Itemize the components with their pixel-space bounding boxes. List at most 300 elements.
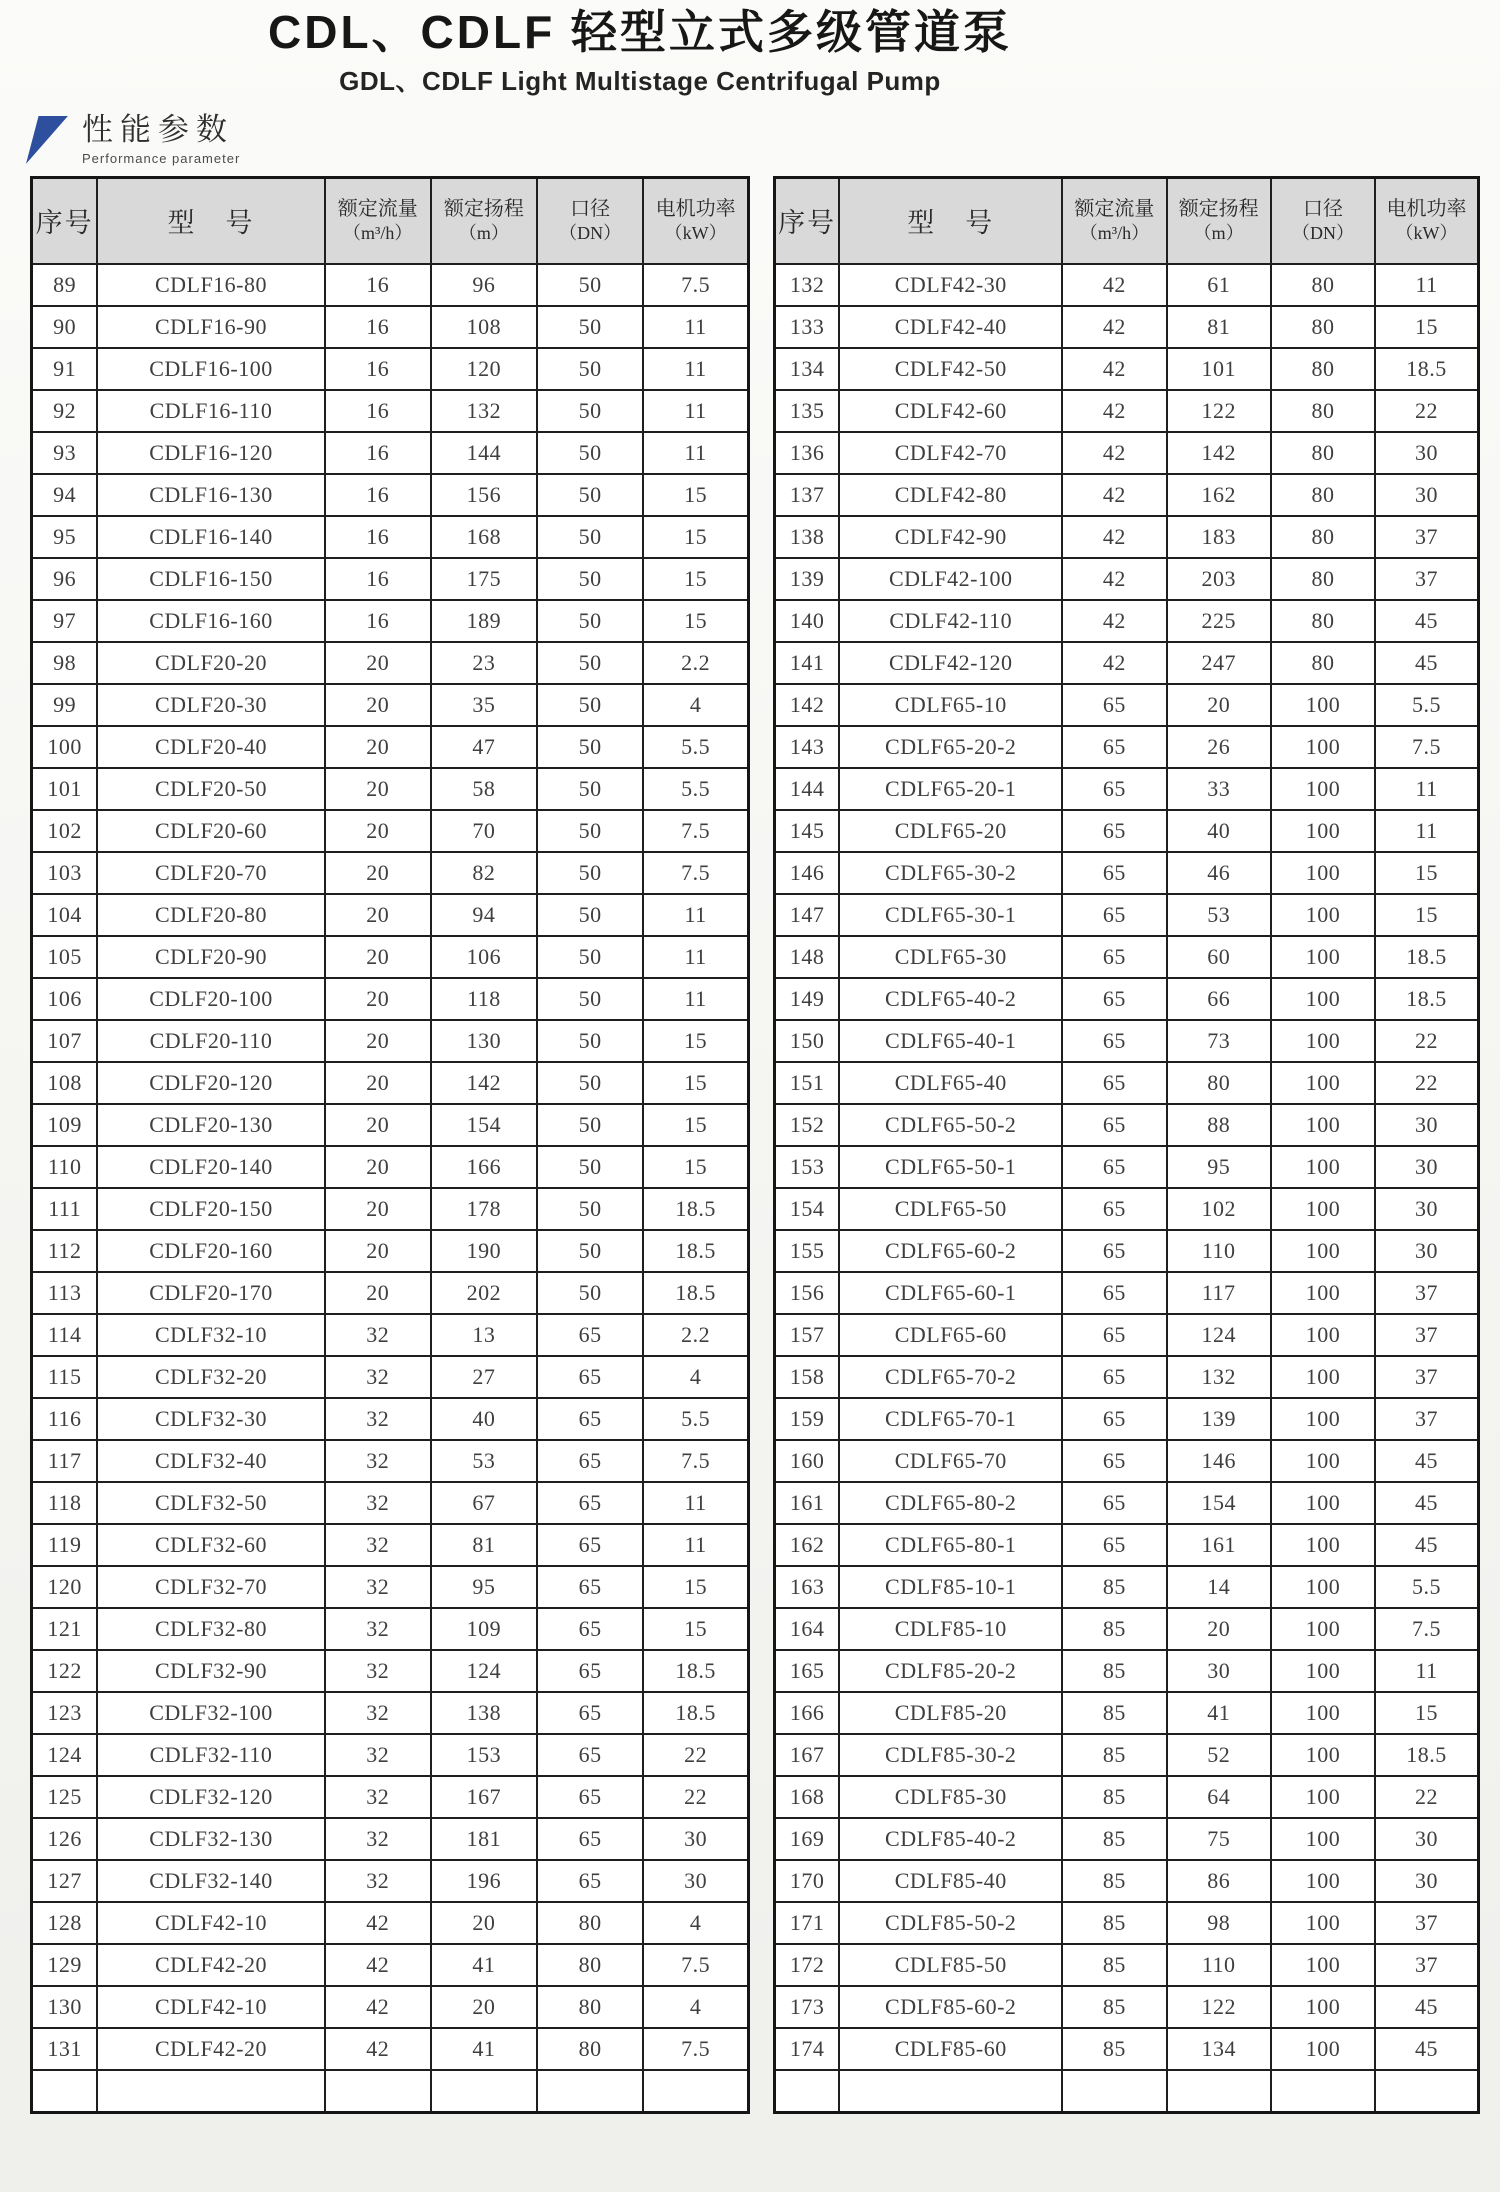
table-cell: CDLF65-60	[839, 1314, 1062, 1356]
table-row	[775, 1902, 1479, 1944]
table-cell: CDLF85-60-2	[839, 1986, 1062, 2028]
table-cell: CDLF32-20	[97, 1356, 324, 1398]
table-row	[32, 390, 749, 432]
table-row	[32, 852, 749, 894]
table-cell: 11	[1375, 810, 1478, 852]
table-cell: 11	[1375, 1650, 1478, 1692]
table-cell: 32	[325, 1776, 431, 1818]
table-cell: 127	[32, 1860, 98, 1902]
column-header-head: 额定扬程 （m）	[1167, 177, 1271, 264]
table-cell: 7.5	[643, 264, 748, 306]
table-cell: 45	[1375, 1986, 1478, 2028]
table-cell: 107	[32, 1020, 98, 1062]
table-cell: 11	[643, 390, 748, 432]
table-row	[775, 1692, 1479, 1734]
table-cell: 80	[1271, 390, 1375, 432]
table-cell: 80	[1271, 600, 1375, 642]
table-cell: CDLF20-70	[97, 852, 324, 894]
table-cell: 11	[643, 894, 748, 936]
column-header-model: 型 号	[97, 177, 324, 264]
table-cell: 65	[1062, 1272, 1166, 1314]
table-cell: 4	[643, 1902, 748, 1944]
table-cell: 58	[431, 768, 537, 810]
table-cell: 100	[1271, 894, 1375, 936]
table-cell: 32	[325, 1734, 431, 1776]
table-cell: 81	[1167, 306, 1271, 348]
table-cell: 81	[431, 1524, 537, 1566]
table-cell: 100	[1271, 1566, 1375, 1608]
table-cell: CDLF65-50-2	[839, 1104, 1062, 1146]
table-row	[32, 1692, 749, 1734]
table-cell: 20	[325, 684, 431, 726]
table-cell: 132	[1167, 1356, 1271, 1398]
table-cell: CDLF20-160	[97, 1230, 324, 1272]
table-cell: 30	[1375, 1230, 1478, 1272]
table-cell: 15	[643, 1566, 748, 1608]
table-cell: 65	[537, 1482, 643, 1524]
table-cell: 96	[431, 264, 537, 306]
table-cell: 53	[431, 1440, 537, 1482]
table-cell: CDLF65-70	[839, 1440, 1062, 1482]
table-cell: 7.5	[643, 852, 748, 894]
table-row	[775, 1230, 1479, 1272]
table-cell: 167	[775, 1734, 840, 1776]
table-cell: 15	[643, 516, 748, 558]
table-row	[775, 1566, 1479, 1608]
table-cell: 142	[775, 684, 840, 726]
table-cell: 32	[325, 1860, 431, 1902]
table-cell: 175	[431, 558, 537, 600]
table-cell: 18.5	[1375, 1734, 1478, 1776]
table-cell: 50	[537, 726, 643, 768]
table-cell: CDLF32-50	[97, 1482, 324, 1524]
table-cell: 125	[32, 1776, 98, 1818]
table-cell: 30	[643, 1860, 748, 1902]
table-cell: 166	[431, 1146, 537, 1188]
table-cell: 16	[325, 264, 431, 306]
table-cell: 18.5	[643, 1650, 748, 1692]
table-cell: CDLF16-100	[97, 348, 324, 390]
table-row	[32, 978, 749, 1020]
table-row	[32, 264, 749, 306]
table-row	[775, 1482, 1479, 1524]
table-cell: CDLF65-30	[839, 936, 1062, 978]
table-cell: CDLF42-10	[97, 1902, 324, 1944]
column-header-flow: 额定流量 （m³/h）	[325, 177, 431, 264]
table-cell: 108	[431, 306, 537, 348]
table-cell: 16	[325, 474, 431, 516]
table-cell: CDLF20-140	[97, 1146, 324, 1188]
table-cell: 166	[775, 1692, 840, 1734]
table-cell: 106	[431, 936, 537, 978]
table-cell: 114	[32, 1314, 98, 1356]
table-cell: 30	[1375, 432, 1478, 474]
table-cell: CDLF65-30-2	[839, 852, 1062, 894]
table-cell: 157	[775, 1314, 840, 1356]
table-cell: 15	[1375, 852, 1478, 894]
table-cell: 159	[775, 1398, 840, 1440]
table-row	[775, 1104, 1479, 1146]
table-row	[32, 1104, 749, 1146]
table-cell: 50	[537, 810, 643, 852]
table-cell: 42	[1062, 474, 1166, 516]
table-cell: 45	[1375, 642, 1478, 684]
table-cell: 85	[1062, 1608, 1166, 1650]
table-cell: 100	[1271, 1650, 1375, 1692]
table-cell: 5.5	[643, 1398, 748, 1440]
table-cell: 18.5	[643, 1188, 748, 1230]
table-cell: 20	[431, 1986, 537, 2028]
table-cell: 20	[325, 978, 431, 1020]
table-row	[775, 894, 1479, 936]
table-cell: 65	[1062, 1482, 1166, 1524]
table-cell: 202	[431, 1272, 537, 1314]
table-cell	[1375, 2070, 1478, 2113]
column-header-power: 电机功率 （kW）	[643, 177, 748, 264]
table-row	[775, 1062, 1479, 1104]
column-header-dn: 口径 （DN）	[1271, 177, 1375, 264]
table-cell: 140	[775, 600, 840, 642]
table-cell: 154	[1167, 1482, 1271, 1524]
table-cell: 65	[1062, 852, 1166, 894]
table-cell: 32	[325, 1692, 431, 1734]
table-cell: 33	[1167, 768, 1271, 810]
table-cell: CDLF20-100	[97, 978, 324, 1020]
table-cell: 100	[1271, 2028, 1375, 2070]
spec-table-left	[30, 176, 750, 2114]
table-cell: CDLF42-80	[839, 474, 1062, 516]
table-cell: 11	[643, 936, 748, 978]
table-cell: 119	[32, 1524, 98, 1566]
table-cell: 20	[1167, 1608, 1271, 1650]
table-cell: 65	[1062, 1398, 1166, 1440]
table-cell: 85	[1062, 1860, 1166, 1902]
table-row	[775, 1524, 1479, 1566]
table-cell: 65	[537, 1734, 643, 1776]
table-row	[32, 516, 749, 558]
table-cell: 18.5	[643, 1692, 748, 1734]
table-cell: 45	[1375, 1440, 1478, 1482]
table-cell: CDLF32-40	[97, 1440, 324, 1482]
table-cell: 178	[431, 1188, 537, 1230]
table-cell: 11	[1375, 264, 1478, 306]
table-row	[32, 810, 749, 852]
table-cell: 40	[1167, 810, 1271, 852]
table-row	[775, 642, 1479, 684]
table-cell: 18.5	[1375, 936, 1478, 978]
table-cell: 20	[325, 642, 431, 684]
table-cell: 106	[32, 978, 98, 1020]
table-cell: 18.5	[1375, 978, 1478, 1020]
table-cell: 117	[32, 1440, 98, 1482]
table-cell: 32	[325, 1566, 431, 1608]
table-cell	[643, 2070, 748, 2113]
table-header	[32, 177, 749, 264]
table-cell: CDLF85-20	[839, 1692, 1062, 1734]
table-cell: 124	[431, 1650, 537, 1692]
table-cell: CDLF85-30	[839, 1776, 1062, 1818]
table-cell: 118	[32, 1482, 98, 1524]
table-cell: 102	[1167, 1188, 1271, 1230]
table-cell: CDLF32-70	[97, 1566, 324, 1608]
table-cell: 126	[32, 1818, 98, 1860]
table-row	[32, 306, 749, 348]
table-cell: 42	[1062, 600, 1166, 642]
table-cell: CDLF16-140	[97, 516, 324, 558]
table-cell: 32	[325, 1482, 431, 1524]
table-cell: 100	[1271, 852, 1375, 894]
table-row	[775, 1776, 1479, 1818]
table-cell: 50	[537, 978, 643, 1020]
column-header-head: 额定扬程 （m）	[431, 177, 537, 264]
table-row	[32, 1566, 749, 1608]
performance-tables	[30, 176, 1480, 2114]
table-cell: 100	[1271, 1608, 1375, 1650]
table-cell: 15	[643, 1608, 748, 1650]
table-cell: 85	[1062, 1734, 1166, 1776]
table-cell: 42	[325, 2028, 431, 2070]
table-cell: CDLF65-80-1	[839, 1524, 1062, 1566]
table-cell: 162	[775, 1524, 840, 1566]
table-cell: CDLF65-70-1	[839, 1398, 1062, 1440]
table-cell: CDLF65-50-1	[839, 1146, 1062, 1188]
table-cell: 7.5	[643, 1944, 748, 1986]
table-cell: 123	[32, 1692, 98, 1734]
table-cell: CDLF16-120	[97, 432, 324, 474]
table-cell: 165	[775, 1650, 840, 1692]
table-cell: 155	[775, 1230, 840, 1272]
table-cell: 2.2	[643, 1314, 748, 1356]
table-cell: 100	[1271, 684, 1375, 726]
table-cell: 50	[537, 306, 643, 348]
table-cell: CDLF16-110	[97, 390, 324, 432]
table-cell: 37	[1375, 1272, 1478, 1314]
table-cell: 65	[1062, 810, 1166, 852]
table-row	[32, 2070, 749, 2113]
table-cell: 5.5	[643, 768, 748, 810]
table-cell: 156	[775, 1272, 840, 1314]
table-cell: 47	[431, 726, 537, 768]
table-cell: 100	[1271, 936, 1375, 978]
table-cell: 65	[537, 1524, 643, 1566]
table-cell: CDLF65-40	[839, 1062, 1062, 1104]
table-row	[775, 1860, 1479, 1902]
table-row	[32, 1272, 749, 1314]
table-cell: 26	[1167, 726, 1271, 768]
table-row	[32, 642, 749, 684]
table-cell: 190	[431, 1230, 537, 1272]
table-cell: 196	[431, 1860, 537, 1902]
table-row	[775, 306, 1479, 348]
table-cell: 14	[1167, 1566, 1271, 1608]
table-cell: CDLF16-160	[97, 600, 324, 642]
table-cell: 82	[431, 852, 537, 894]
table-cell: 120	[32, 1566, 98, 1608]
table-cell: 110	[32, 1146, 98, 1188]
table-cell: 100	[1271, 1104, 1375, 1146]
table-cell: 4	[643, 1986, 748, 2028]
table-row	[32, 1734, 749, 1776]
table-cell: CDLF65-20-2	[839, 726, 1062, 768]
table-cell: 100	[1271, 1986, 1375, 2028]
table-cell: 41	[431, 2028, 537, 2070]
table-cell: 80	[537, 1986, 643, 2028]
table-cell: CDLF42-20	[97, 1944, 324, 1986]
table-row	[32, 1230, 749, 1272]
table-cell: CDLF32-120	[97, 1776, 324, 1818]
column-header-no: 序号	[775, 177, 840, 264]
table-cell: 50	[537, 600, 643, 642]
table-header	[775, 177, 1479, 264]
table-cell: 101	[1167, 348, 1271, 390]
table-cell: CDLF32-110	[97, 1734, 324, 1776]
table-row	[32, 894, 749, 936]
table-cell: 65	[1062, 1188, 1166, 1230]
table-cell: CDLF20-20	[97, 642, 324, 684]
table-cell: 100	[32, 726, 98, 768]
section-flag-icon	[26, 116, 68, 164]
table-cell: 189	[431, 600, 537, 642]
table-cell: CDLF85-50	[839, 1944, 1062, 1986]
table-cell: 181	[431, 1818, 537, 1860]
table-row	[32, 1188, 749, 1230]
table-cell: 116	[32, 1398, 98, 1440]
table-cell: 11	[643, 1482, 748, 1524]
page-title: CDL、CDLF 轻型立式多级管道泵	[268, 6, 1012, 58]
table-cell: CDLF65-60-2	[839, 1230, 1062, 1272]
table-cell: 15	[1375, 894, 1478, 936]
table-row	[775, 1986, 1479, 2028]
table-cell: CDLF32-90	[97, 1650, 324, 1692]
table-cell: 50	[537, 432, 643, 474]
table-cell: 11	[643, 1524, 748, 1566]
table-cell: 89	[32, 264, 98, 306]
section-header	[26, 112, 1500, 166]
table-cell: 4	[643, 1356, 748, 1398]
table-row	[32, 1020, 749, 1062]
table-cell: 100	[1271, 1146, 1375, 1188]
table-cell: 20	[1167, 684, 1271, 726]
table-cell: 100	[1271, 1062, 1375, 1104]
table-cell: 50	[537, 348, 643, 390]
table-cell: 42	[325, 1986, 431, 2028]
table-cell: 101	[32, 768, 98, 810]
table-cell: 80	[1271, 264, 1375, 306]
page-subtitle: GDL、CDLF Light Multistage Centrifugal Pump	[339, 65, 941, 96]
table-cell: 7.5	[643, 1440, 748, 1482]
table-cell: 94	[431, 894, 537, 936]
table-row	[775, 1020, 1479, 1062]
table-cell: CDLF65-20	[839, 810, 1062, 852]
table-cell: 130	[32, 1986, 98, 2028]
table-cell: 110	[1167, 1230, 1271, 1272]
table-row	[775, 726, 1479, 768]
table-cell: 203	[1167, 558, 1271, 600]
table-cell: 16	[325, 348, 431, 390]
table-cell: 50	[537, 1104, 643, 1146]
table-row	[32, 348, 749, 390]
table-cell: CDLF32-10	[97, 1314, 324, 1356]
table-cell: 50	[537, 642, 643, 684]
table-cell: 46	[1167, 852, 1271, 894]
table-cell: 133	[775, 306, 840, 348]
table-cell: 112	[32, 1230, 98, 1272]
table-cell: 65	[1062, 1230, 1166, 1272]
table-cell: CDLF32-130	[97, 1818, 324, 1860]
table-cell: 80	[1167, 1062, 1271, 1104]
table-row	[32, 726, 749, 768]
table-cell: 65	[1062, 1314, 1166, 1356]
table-cell: CDLF85-40	[839, 1860, 1062, 1902]
table-cell: 91	[32, 348, 98, 390]
table-cell: CDLF65-30-1	[839, 894, 1062, 936]
table-cell: 139	[1167, 1398, 1271, 1440]
table-row	[775, 1188, 1479, 1230]
table-row	[775, 348, 1479, 390]
table-cell: 7.5	[1375, 1608, 1478, 1650]
table-cell: 50	[537, 1188, 643, 1230]
table-cell: 80	[1271, 516, 1375, 558]
table-cell: 15	[643, 1020, 748, 1062]
table-row	[32, 558, 749, 600]
table-cell: 65	[537, 1440, 643, 1482]
table-cell: 66	[1167, 978, 1271, 1020]
table-cell: 90	[32, 306, 98, 348]
table-cell: 92	[32, 390, 98, 432]
table-cell: 45	[1375, 1482, 1478, 1524]
table-cell: 20	[325, 1020, 431, 1062]
table-cell: 98	[1167, 1902, 1271, 1944]
table-cell: CDLF42-40	[839, 306, 1062, 348]
table-cell: 41	[431, 1944, 537, 1986]
table-cell: 160	[775, 1440, 840, 1482]
column-header-flow: 额定流量 （m³/h）	[1062, 177, 1166, 264]
table-cell: CDLF42-90	[839, 516, 1062, 558]
table-cell: 50	[537, 1230, 643, 1272]
table-cell: 18.5	[1375, 348, 1478, 390]
table-cell: CDLF85-10	[839, 1608, 1062, 1650]
table-row	[32, 1650, 749, 1692]
table-cell: 20	[325, 726, 431, 768]
spec-table-right	[773, 176, 1480, 2114]
table-cell: 100	[1271, 1860, 1375, 1902]
table-row	[775, 1734, 1479, 1776]
table-cell: 15	[643, 558, 748, 600]
table-cell: 16	[325, 390, 431, 432]
table-cell: 143	[775, 726, 840, 768]
table-cell: 86	[1167, 1860, 1271, 1902]
table-cell: 100	[1271, 768, 1375, 810]
table-row	[775, 1818, 1479, 1860]
table-cell: CDLF85-30-2	[839, 1734, 1062, 1776]
table-cell: CDLF20-90	[97, 936, 324, 978]
table-cell: 61	[1167, 264, 1271, 306]
table-cell: 50	[537, 390, 643, 432]
table-cell: 20	[325, 1062, 431, 1104]
table-cell: 22	[643, 1776, 748, 1818]
table-cell: 161	[1167, 1524, 1271, 1566]
table-cell: 40	[431, 1398, 537, 1440]
table-cell: CDLF20-170	[97, 1272, 324, 1314]
table-cell: 65	[1062, 726, 1166, 768]
table-row	[775, 516, 1479, 558]
table-cell: 7.5	[643, 810, 748, 852]
table-cell: 115	[32, 1356, 98, 1398]
table-cell: 11	[1375, 768, 1478, 810]
table-cell: CDLF42-100	[839, 558, 1062, 600]
table-cell: 100	[1271, 1734, 1375, 1776]
table-cell: 124	[1167, 1314, 1271, 1356]
